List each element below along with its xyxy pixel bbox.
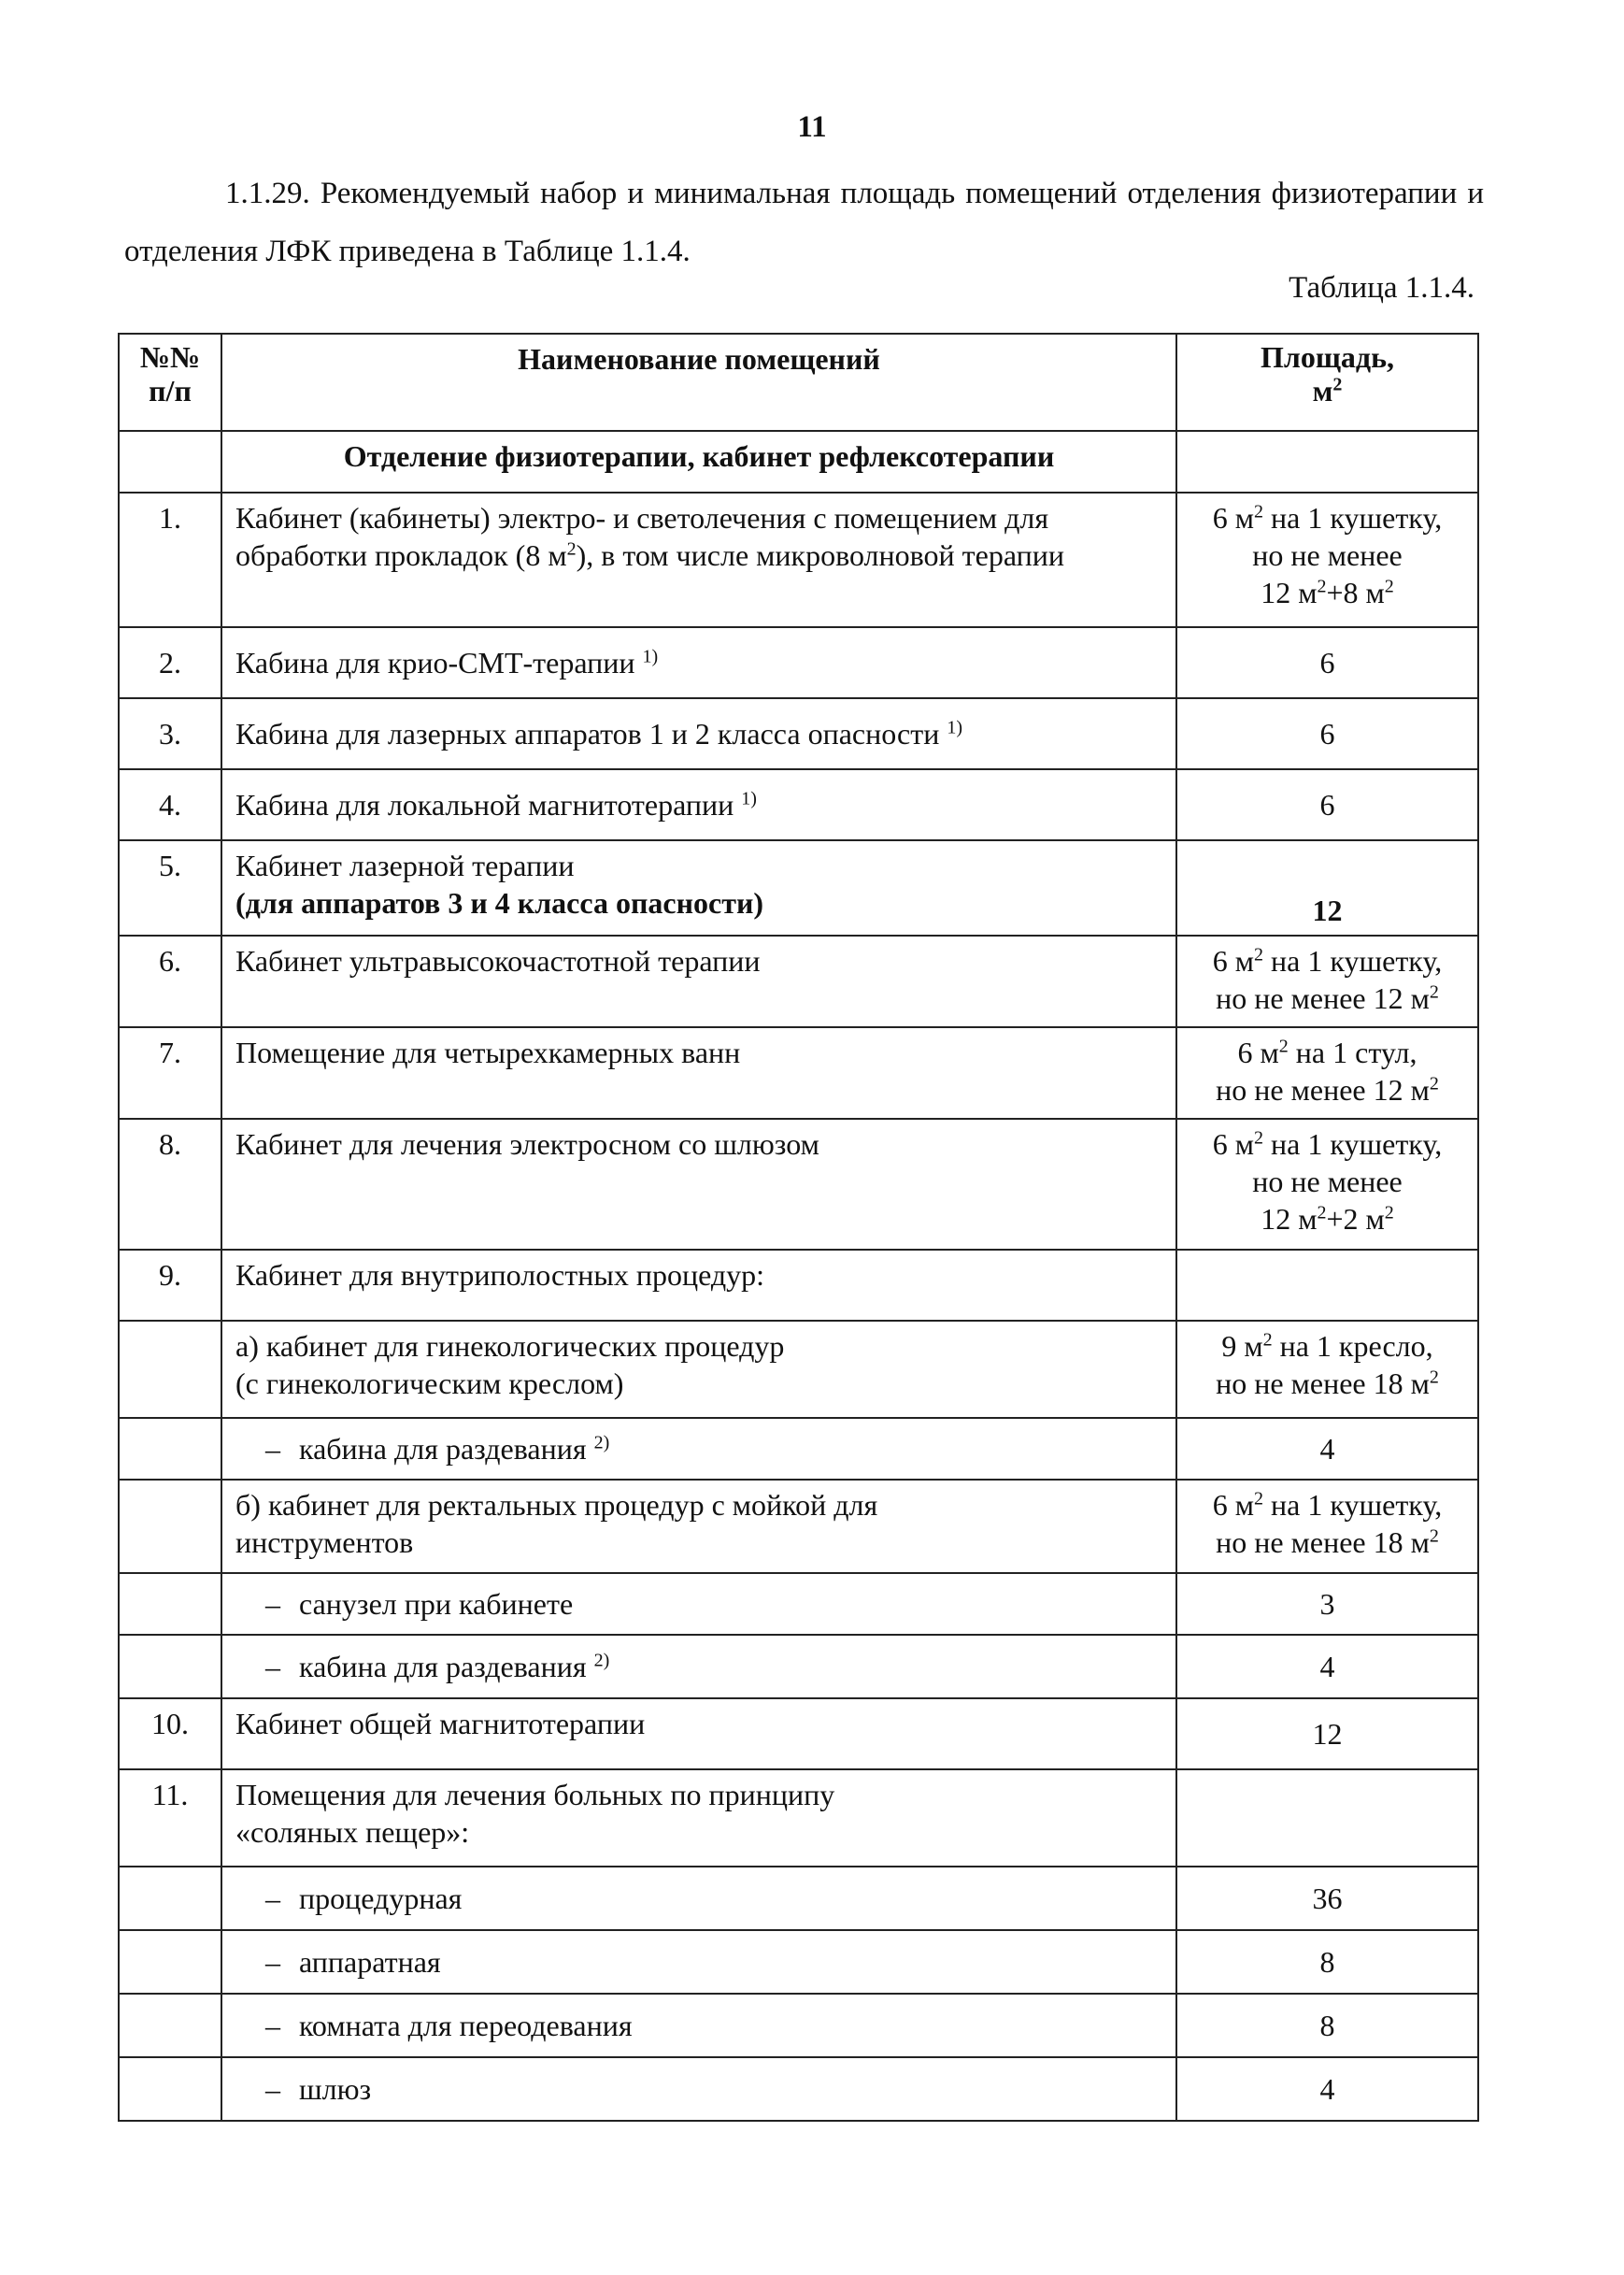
row-number: 6. — [119, 936, 221, 1027]
area-sup: 2 — [1254, 501, 1264, 522]
row-name-sup: 2 — [566, 538, 577, 560]
header-area-line1: Площадь, — [1261, 340, 1394, 374]
table-row — [119, 493, 1478, 627]
table-row — [119, 698, 1478, 769]
area-part: на 1 кресло, — [1272, 1329, 1433, 1363]
table-row — [119, 1769, 1478, 1867]
row-area: 6 — [1176, 698, 1478, 769]
row-name: Кабинет общей магнитотерапии — [221, 1698, 1176, 1769]
area-sup: 2 — [1317, 1202, 1327, 1223]
row-number — [119, 1480, 221, 1573]
dash-mark: – — [265, 1945, 280, 1979]
row-name-text: санузел при кабинете — [299, 1587, 574, 1621]
row-name — [221, 769, 1176, 840]
area-sup: 2 — [1317, 576, 1327, 597]
row-name — [221, 698, 1176, 769]
row-number — [119, 1994, 221, 2057]
area-sup: 2 — [1254, 944, 1264, 966]
row-name — [221, 840, 1176, 936]
row-name — [221, 1480, 1176, 1573]
dash-mark: – — [265, 2009, 280, 2042]
row-name: Кабинет ультравысокочастотной терапии — [221, 936, 1176, 1027]
area-part: 12 м — [1261, 1202, 1318, 1236]
table-row — [119, 1867, 1478, 1930]
row-number: 1. — [119, 493, 221, 627]
area-sup: 2 — [1384, 1202, 1394, 1223]
row-name: Кабинет для внутриполостных процедур: — [221, 1250, 1176, 1321]
row-name — [221, 1635, 1176, 1698]
area-sup: 2 — [1429, 981, 1439, 1003]
row-name — [221, 1994, 1176, 2057]
row-name-line1: Кабинет лазерной терапии — [235, 849, 575, 882]
row-area — [1176, 1480, 1478, 1573]
section-area-cell — [1176, 431, 1478, 493]
header-area-sup: 2 — [1332, 374, 1343, 395]
row-name-line1: Помещения для лечения больных по принципу — [235, 1778, 835, 1811]
row-number: 9. — [119, 1250, 221, 1321]
row-area: 12 — [1176, 1698, 1478, 1769]
row-name-line1: б) кабинет для ректальных процедур с мойкой для — [235, 1488, 878, 1522]
row-name — [221, 1930, 1176, 1994]
row-area — [1176, 1250, 1478, 1321]
row-name — [221, 493, 1176, 627]
page-number: 11 — [797, 110, 827, 144]
rooms-table — [118, 333, 1479, 2122]
row-name-text: Кабина для локальной магнитотерапии — [235, 788, 734, 822]
intro-paragraph — [124, 165, 1484, 280]
table-row — [119, 2057, 1478, 2121]
area-part: но не менее 18 м — [1216, 1366, 1430, 1400]
header-area — [1176, 334, 1478, 431]
dash-mark: – — [265, 1587, 280, 1621]
dash-mark: – — [265, 1650, 280, 1683]
section-num-cell — [119, 431, 221, 493]
header-number-line2: п/п — [149, 374, 192, 408]
row-name — [221, 1573, 1176, 1635]
footnote-mark: 2) — [593, 1650, 610, 1671]
row-number — [119, 1930, 221, 1994]
section-row — [119, 431, 1478, 493]
table-row — [119, 1027, 1478, 1119]
area-part: на 1 кушетку, — [1263, 1488, 1443, 1522]
row-number: 7. — [119, 1027, 221, 1119]
row-name — [221, 2057, 1176, 2121]
area-part: 6 м — [1212, 1488, 1255, 1522]
row-number — [119, 1635, 221, 1698]
row-number — [119, 1867, 221, 1930]
table-row — [119, 1994, 1478, 2057]
table-row — [119, 1635, 1478, 1698]
row-area: 36 — [1176, 1867, 1478, 1930]
area-sup: 2 — [1278, 1036, 1289, 1057]
area-part: 6 м — [1212, 1127, 1255, 1161]
row-area — [1176, 1119, 1478, 1250]
footnote-mark: 1) — [741, 788, 757, 809]
table-row — [119, 1930, 1478, 1994]
table-row — [119, 769, 1478, 840]
row-area: 4 — [1176, 1418, 1478, 1480]
area-part: на 1 кушетку, — [1263, 501, 1443, 535]
area-sup: 2 — [1429, 1073, 1439, 1095]
area-part: 6 м — [1212, 501, 1255, 535]
row-name: Помещение для четырехкамерных ванн — [221, 1027, 1176, 1119]
table-row — [119, 840, 1478, 936]
area-sup: 2 — [1254, 1127, 1264, 1149]
row-name: Кабинет для лечения электросном со шлюзом — [221, 1119, 1176, 1250]
row-name-text: кабина для раздевания — [299, 1650, 587, 1683]
row-name — [221, 1321, 1176, 1418]
row-area: 4 — [1176, 2057, 1478, 2121]
area-part: +2 м — [1326, 1202, 1385, 1236]
row-area — [1176, 1321, 1478, 1418]
row-area: 8 — [1176, 1994, 1478, 2057]
row-area: 4 — [1176, 1635, 1478, 1698]
row-name-line2: «соляных пещер»: — [235, 1815, 470, 1849]
row-number: 10. — [119, 1698, 221, 1769]
header-number — [119, 334, 221, 431]
row-name-line1: а) кабинет для гинекологических процедур — [235, 1329, 785, 1363]
area-part: на 1 стул, — [1288, 1036, 1417, 1069]
row-number: 8. — [119, 1119, 221, 1250]
header-number-line1: №№ — [139, 340, 201, 374]
row-name-line2: (с гинекологическим креслом) — [235, 1366, 624, 1400]
row-number: 5. — [119, 840, 221, 936]
section-title: Отделение физиотерапии, кабинет рефлексотерапии — [221, 431, 1176, 493]
row-name-text: процедурная — [299, 1882, 463, 1915]
row-name — [221, 1867, 1176, 1930]
table-row — [119, 1573, 1478, 1635]
row-area — [1176, 1027, 1478, 1119]
dash-mark: – — [265, 1432, 280, 1466]
row-area: 8 — [1176, 1930, 1478, 1994]
area-sup: 2 — [1429, 1366, 1439, 1388]
row-area: 12 — [1176, 840, 1478, 936]
table-row — [119, 627, 1478, 698]
area-part: 12 м — [1261, 576, 1318, 609]
row-name-line2: (для аппаратов 3 и 4 класса опасности) — [235, 886, 764, 920]
table-row — [119, 1418, 1478, 1480]
dash-mark: – — [265, 1882, 280, 1915]
header-area-unit: м — [1312, 374, 1333, 408]
area-part: 6 м — [1237, 1036, 1279, 1069]
area-part: но не менее — [1252, 1165, 1403, 1198]
area-part: 9 м — [1221, 1329, 1263, 1363]
row-number — [119, 1321, 221, 1418]
row-name — [221, 1769, 1176, 1867]
area-sup: 2 — [1384, 576, 1394, 597]
row-number: 2. — [119, 627, 221, 698]
table-row — [119, 1480, 1478, 1573]
table-row — [119, 1698, 1478, 1769]
area-part: но не менее 18 м — [1216, 1525, 1430, 1559]
row-area: 3 — [1176, 1573, 1478, 1635]
row-name-part: Кабинет (кабинеты) электро- и светолечения с помещением для обработки прокладок (8 м — [235, 501, 1049, 572]
row-name — [221, 627, 1176, 698]
row-area — [1176, 1769, 1478, 1867]
row-name-text: комната для переодевания — [299, 2009, 633, 2042]
row-name-text: Кабина для крио-СМТ-терапии — [235, 646, 635, 680]
row-number — [119, 1418, 221, 1480]
area-part: 6 м — [1212, 944, 1255, 978]
area-sup: 2 — [1262, 1329, 1273, 1351]
row-name-text: аппаратная — [299, 1945, 441, 1979]
row-number: 11. — [119, 1769, 221, 1867]
table-row — [119, 1119, 1478, 1250]
area-part: но не менее 12 м — [1216, 981, 1430, 1015]
row-name-text: Кабина для лазерных аппаратов 1 и 2 класса опасности — [235, 717, 940, 751]
footnote-mark: 2) — [593, 1432, 610, 1453]
row-number — [119, 2057, 221, 2121]
area-sup: 2 — [1254, 1488, 1264, 1510]
table-caption: Таблица 1.1.4. — [1289, 271, 1474, 305]
table-row — [119, 1321, 1478, 1418]
table-row — [119, 1250, 1478, 1321]
row-name-line2: инструментов — [235, 1525, 414, 1559]
row-number: 3. — [119, 698, 221, 769]
area-part: на 1 кушетку, — [1263, 1127, 1443, 1161]
footnote-mark: 1) — [642, 646, 659, 667]
row-number — [119, 1573, 221, 1635]
row-name-text: шлюз — [299, 2072, 372, 2106]
row-name-part: ), в том числе микроволновой терапии — [576, 538, 1064, 572]
intro-text: 1.1.29. Рекомендуемый набор и минимальная площадь помещений отделения физиотерапии и отделения ЛФК приведена в Таблице 1.1.4. — [124, 177, 1484, 268]
area-part: но не менее 12 м — [1216, 1073, 1430, 1107]
row-area: 6 — [1176, 769, 1478, 840]
row-area — [1176, 936, 1478, 1027]
area-part: но не менее — [1252, 538, 1403, 572]
row-area — [1176, 493, 1478, 627]
area-part: на 1 кушетку, — [1263, 944, 1443, 978]
table-header-row — [119, 334, 1478, 431]
row-number: 4. — [119, 769, 221, 840]
area-part: +8 м — [1326, 576, 1385, 609]
header-name: Наименование помещений — [221, 334, 1176, 431]
dash-mark: – — [265, 2072, 280, 2106]
footnote-mark: 1) — [947, 717, 963, 738]
area-sup: 2 — [1429, 1525, 1439, 1547]
row-area: 6 — [1176, 627, 1478, 698]
row-name-text: кабина для раздевания — [299, 1432, 587, 1466]
table-row — [119, 936, 1478, 1027]
row-name — [221, 1418, 1176, 1480]
